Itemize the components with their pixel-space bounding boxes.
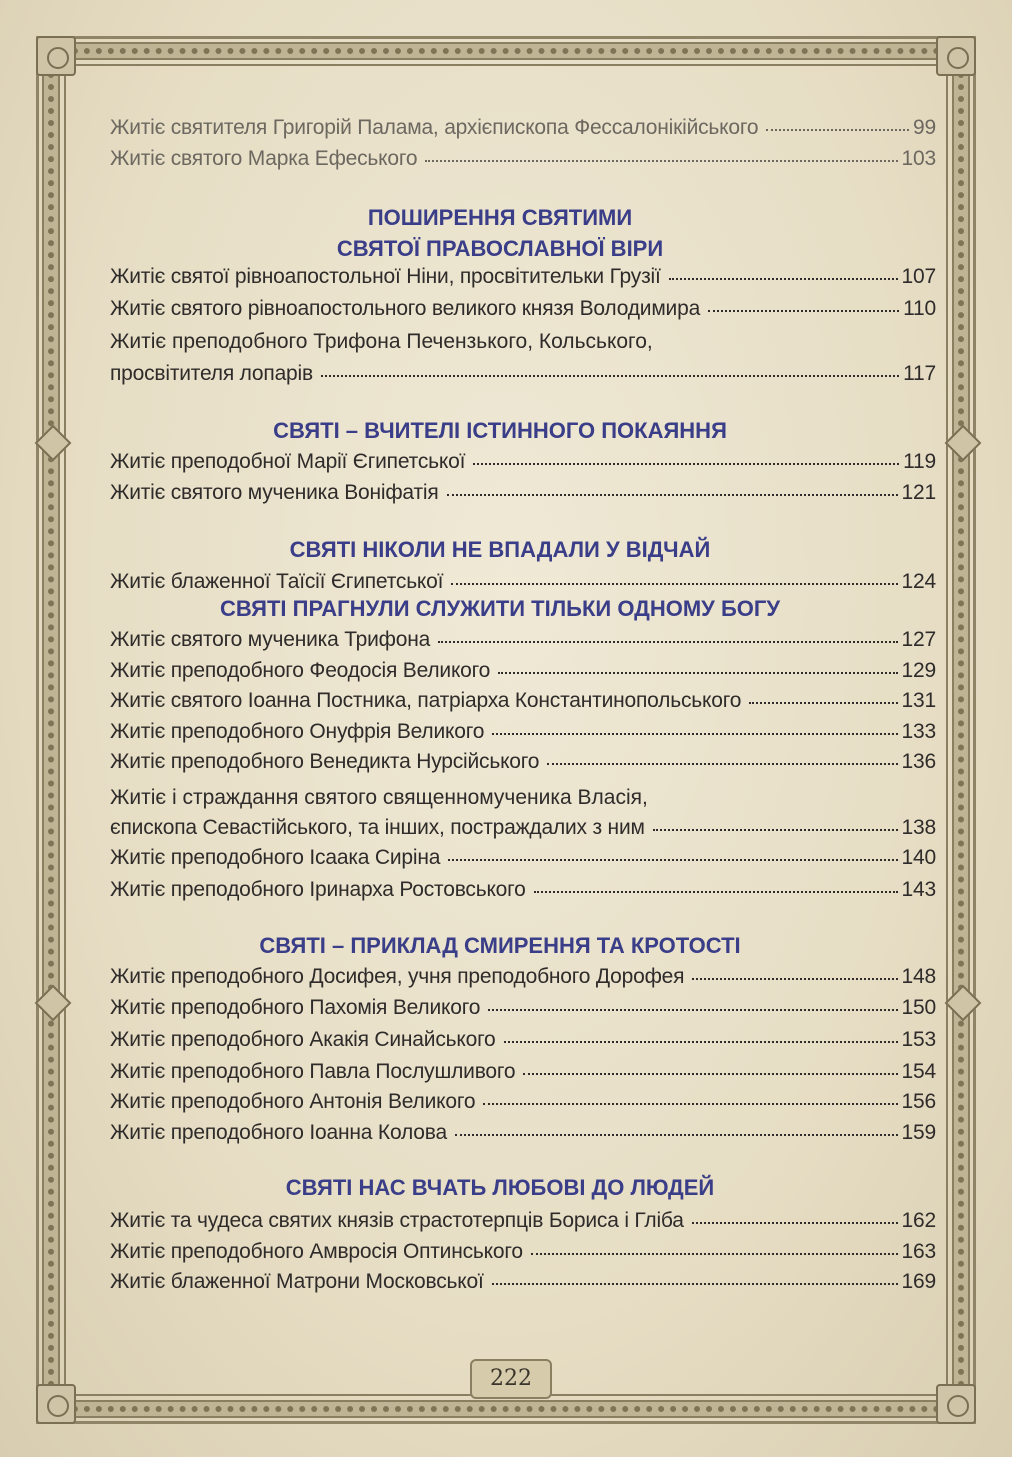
toc-page-number: 159: [901, 1121, 936, 1144]
dot-leader: [483, 1103, 897, 1105]
toc-entry: [110, 628, 936, 652]
dot-leader: [448, 859, 897, 861]
toc-entry-title: Житіє преподобного Іринарха Ростовського: [110, 878, 526, 901]
toc-entry-title: Житіє преподобного Акакія Синайського: [110, 1028, 496, 1051]
toc-entry: [110, 1028, 936, 1052]
toc-entry: [110, 570, 936, 594]
section-heading: СВЯТІ НІКОЛИ НЕ ВПАДАЛИ У ВІДЧАЙ: [289, 537, 711, 562]
toc-page-number: 131: [901, 689, 936, 712]
dot-leader: [653, 829, 898, 831]
toc-entry-title: Житіє преподобного Пахомія Великого: [110, 996, 481, 1019]
toc-entry: [110, 659, 936, 683]
toc-page-number: 156: [901, 1090, 936, 1113]
toc-entry-title: просвітителя лопарів: [110, 362, 313, 385]
section-heading: СВЯТІ – ВЧИТЕЛІ ІСТИННОГО ПОКАЯННЯ: [273, 418, 727, 443]
toc-page-number: 107: [901, 265, 936, 288]
section-heading: ПОШИРЕННЯ СВЯТИМИ: [367, 205, 633, 230]
dot-leader: [669, 278, 898, 280]
toc-entry: [110, 1270, 936, 1294]
toc-page-number: 163: [901, 1240, 936, 1263]
dot-leader: [455, 1134, 898, 1136]
corner-ornament-bottom-left: [36, 1384, 76, 1424]
dot-leader: [749, 702, 897, 704]
toc-entry: [110, 481, 936, 505]
toc-page-number: 124: [901, 570, 936, 593]
toc-entry-line: Житіє преподобного Трифона Печензького, Кольського,: [110, 330, 653, 353]
toc-entry: [110, 116, 936, 140]
dot-leader: [447, 494, 898, 496]
toc-page-number: 143: [901, 878, 936, 901]
toc-entry: [110, 450, 936, 474]
toc-page-number: 162: [901, 1209, 936, 1232]
toc-entry-title: Житіє святого рівноапостольного великого князя Володимира: [110, 297, 701, 320]
dot-leader: [708, 310, 899, 312]
toc-entry-title: Житіє преподобного Досифея, учня преподобного Дорофея: [110, 965, 685, 988]
toc-page-number: 154: [901, 1060, 936, 1083]
toc-entry-title: Житіє преподобного Іоанна Колова: [110, 1121, 447, 1144]
toc-entry-title: Житіє святителя Григорій Палама, архієпископа Фессалонікійського: [110, 116, 759, 139]
toc-entry: [110, 720, 936, 744]
toc-entry: [110, 965, 936, 989]
toc-entry-title: Житіє святої рівноапостольної Ніни, просвітительки Грузії: [110, 265, 661, 288]
toc-page-number: 103: [901, 147, 936, 170]
section-heading: СВЯТОЇ ПРАВОСЛАВНОЇ ВІРИ: [336, 236, 664, 261]
toc-entry: [110, 1209, 936, 1233]
corner-ornament-top-left: [36, 36, 76, 76]
toc-page-number: 133: [901, 720, 936, 743]
toc-entry: [110, 1090, 936, 1114]
dot-leader: [547, 763, 897, 765]
toc-page-number: 148: [901, 965, 936, 988]
dot-leader: [451, 583, 897, 585]
toc-entry: [110, 816, 936, 840]
toc-entry-title: єпископа Севастійського, та інших, постраждалих з ним: [110, 816, 645, 839]
toc-entry: [110, 147, 936, 171]
toc-page-number: 169: [901, 1270, 936, 1293]
toc-entry-line: Житіє і страждання святого священномученика Власія,: [110, 786, 648, 809]
toc-page-number: 129: [901, 659, 936, 682]
toc-entry-title: Житіє преподобного Феодосія Великого: [110, 659, 491, 682]
toc-page-number: 121: [901, 481, 936, 504]
dot-leader: [523, 1073, 897, 1075]
toc-entry: [110, 996, 936, 1020]
toc-page-number: 119: [903, 450, 936, 473]
toc-entry: [110, 1240, 936, 1264]
dot-leader: [321, 375, 899, 377]
corner-ornament-top-right: [936, 36, 976, 76]
toc-entry-title: Житіє святого Марка Ефеського: [110, 147, 418, 170]
dot-leader: [438, 641, 897, 643]
toc-page-number: 150: [901, 996, 936, 1019]
dot-leader: [492, 1283, 898, 1285]
toc-entry: [110, 1060, 936, 1084]
dot-leader: [504, 1041, 898, 1043]
toc-entry-title: Житіє та чудеса святих князів страстотерпців Бориса і Гліба: [110, 1209, 684, 1232]
toc-entry: [110, 265, 936, 289]
toc-entry-title: Житіє преподобного Венедикта Нурсійського: [110, 750, 540, 773]
page-number: 222: [470, 1359, 552, 1399]
toc-entry-title: Житіє преподобного Амвросія Оптинського: [110, 1240, 523, 1263]
toc-page-number: 99: [913, 116, 936, 139]
toc-entry-title: Житіє блаженної Таїсії Єгипетської: [110, 570, 444, 593]
dot-leader: [531, 1253, 898, 1255]
section-heading: СВЯТІ ПРАГНУЛИ СЛУЖИТИ ТІЛЬКИ ОДНОМУ БОГУ: [219, 596, 781, 621]
toc-entry-title: Житіє святого Іоанна Постника, патріарха Константинопольського: [110, 689, 742, 712]
dot-leader: [425, 160, 897, 162]
toc-entry: [110, 689, 936, 713]
toc-page-number: 136: [901, 750, 936, 773]
dot-leader: [492, 733, 897, 735]
dot-leader: [692, 978, 897, 980]
toc-entry-title: Житіє преподобного Онуфрія Великого: [110, 720, 485, 743]
toc-entry-title: Житіє блаженної Матрони Московської: [110, 1270, 484, 1293]
section-heading: СВЯТІ – ПРИКЛАД СМИРЕННЯ ТА КРОТОСТІ: [259, 933, 741, 958]
dot-leader: [473, 463, 899, 465]
dot-leader: [498, 672, 897, 674]
toc-entry: [110, 846, 936, 870]
toc-entry-title: Житіє преподобного Павла Послушливого: [110, 1060, 516, 1083]
toc-page-number: 138: [901, 816, 936, 839]
toc-entry-title: Житіє преподобного Антонія Великого: [110, 1090, 476, 1113]
toc-page-number: 153: [901, 1028, 936, 1051]
dot-leader: [488, 1009, 897, 1011]
corner-ornament-bottom-right: [936, 1384, 976, 1424]
dot-leader: [534, 891, 898, 893]
toc-page-number: 127: [901, 628, 936, 651]
toc-entry-title: Житіє святого мученика Воніфатія: [110, 481, 439, 504]
dot-leader: [766, 129, 909, 131]
toc-page-number: 110: [903, 297, 936, 320]
toc-entry: [110, 297, 936, 321]
toc-page-number: 117: [903, 362, 936, 385]
toc-entry-title: Житіє преподобного Ісаака Сиріна: [110, 846, 441, 869]
toc-entry: [110, 362, 936, 386]
dot-leader: [692, 1222, 898, 1224]
toc-entry: [110, 878, 936, 902]
toc-page-number: 140: [901, 846, 936, 869]
toc-entry-title: Житіє святого мученика Трифона: [110, 628, 431, 651]
toc-entry: [110, 750, 936, 774]
toc-entry-title: Житіє преподобної Марії Єгипетської: [110, 450, 466, 473]
toc-entry: [110, 1121, 936, 1145]
section-heading: СВЯТІ НАС ВЧАТЬ ЛЮБОВІ ДО ЛЮДЕЙ: [285, 1175, 715, 1200]
